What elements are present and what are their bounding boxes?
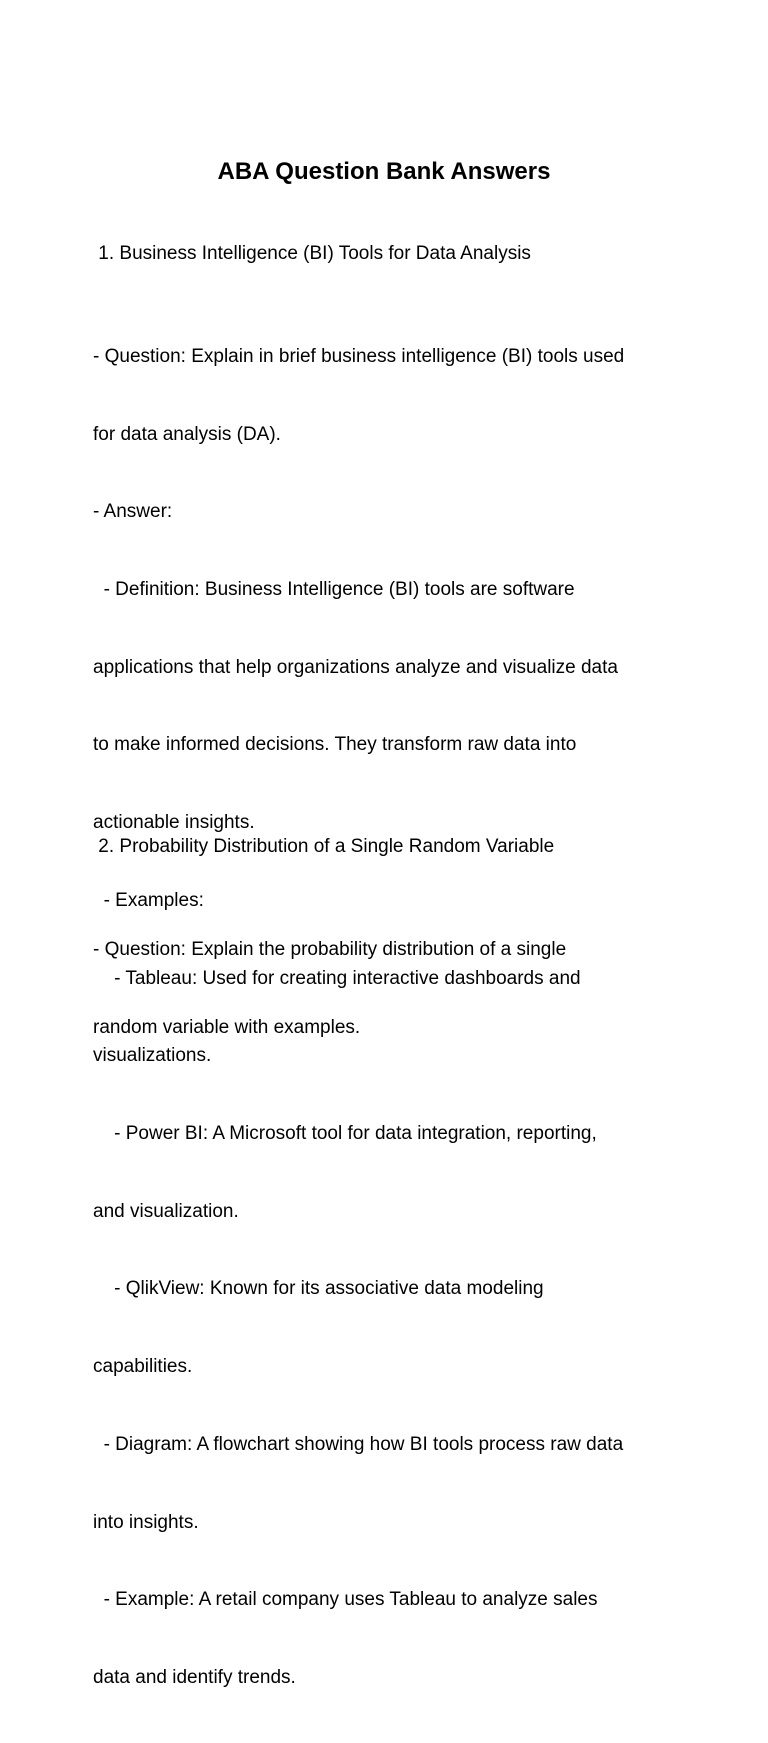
text-line: to make informed decisions. They transform raw data into bbox=[93, 734, 577, 756]
text-line: - Examples: bbox=[93, 889, 204, 911]
text-line: - Answer: bbox=[93, 501, 173, 523]
text-line: actionable insights. bbox=[93, 812, 255, 834]
text-line: data and identify trends. bbox=[93, 1667, 296, 1689]
section-2-heading: 2. Probability Distribution of a Single Random Variable bbox=[93, 836, 555, 857]
section-1-heading: 1. Business Intelligence (BI) Tools for Data Analysis bbox=[93, 243, 531, 264]
text-line: and visualization. bbox=[93, 1200, 239, 1222]
text-line: - Diagram: A flowchart showing how BI tools process raw data bbox=[93, 1433, 624, 1455]
text-line: capabilities. bbox=[93, 1356, 193, 1378]
text-line: - Question: Explain in brief business intelligence (BI) tools used bbox=[93, 345, 625, 367]
text-line: random variable with examples. bbox=[93, 1016, 361, 1038]
text-line: for data analysis (DA). bbox=[93, 423, 281, 445]
text-line: - Example: A retail company uses Tableau to analyze sales bbox=[93, 1589, 598, 1611]
text-line: into insights. bbox=[93, 1511, 199, 1533]
text-line: - Definition: Business Intelligence (BI) tools are software bbox=[93, 578, 575, 600]
section-2-body bbox=[93, 885, 683, 1092]
text-line: - Question: Explain the probability distribution of a single bbox=[93, 938, 567, 960]
text-line: - QlikView: Known for its associative data modeling bbox=[93, 1278, 544, 1300]
text-line: - Power BI: A Microsoft tool for data integration, reporting, bbox=[93, 1123, 597, 1144]
text-line: visualizations. bbox=[93, 1045, 212, 1067]
text-line: - Tableau: Used for creating interactive dashboards and bbox=[93, 967, 581, 989]
document-title: ABA Question Bank Answers bbox=[217, 158, 551, 185]
text-line: applications that help organizations analyze and visualize data bbox=[93, 656, 618, 678]
